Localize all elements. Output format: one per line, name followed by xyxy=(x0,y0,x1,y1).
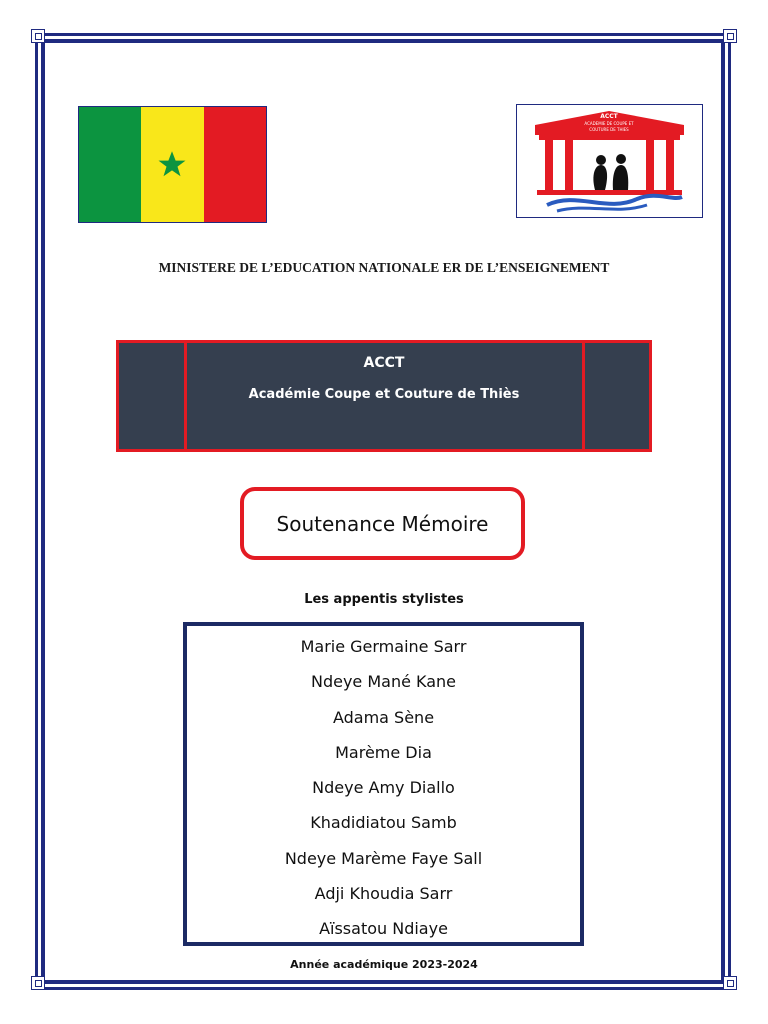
acct-title: ACCT xyxy=(363,355,405,371)
acct-header-block xyxy=(116,340,652,452)
list-item: Aïssatou Ndiaye xyxy=(319,919,448,939)
logo-title: ACCT xyxy=(600,113,618,120)
academy-logo-icon xyxy=(516,104,703,218)
apprentices-label: Les appentis stylistes xyxy=(304,592,464,607)
ministry-heading: MINISTERE DE L’EDUCATION NATIONALE ER DE L’ENSEIGNEMENT xyxy=(158,260,610,275)
list-item: Ndeye Mané Kane xyxy=(310,672,457,692)
star-icon xyxy=(157,149,187,179)
list-item: Marème Dia xyxy=(335,742,432,762)
soutenance-title-box xyxy=(240,487,525,560)
logo-line-2: COUTURE DE THIES xyxy=(589,127,629,132)
list-item: Khadidiatou Samb xyxy=(310,813,457,833)
flag-band-green xyxy=(79,107,141,222)
apprentices-list xyxy=(187,634,580,952)
acct-subtitle: Académie Coupe et Couture de Thiès xyxy=(248,387,520,402)
list-item: Ndeye Amy Diallo xyxy=(312,778,455,798)
corner-ornament-icon xyxy=(723,976,737,990)
soutenance-title: Soutenance Mémoire xyxy=(276,511,489,536)
list-item: Ndeye Marème Faye Sall xyxy=(284,848,483,868)
flag-band-yellow xyxy=(141,107,203,222)
senegal-flag-icon xyxy=(78,106,267,223)
apprentices-box xyxy=(183,622,584,946)
list-item: Adama Sène xyxy=(332,707,435,727)
logo-line-1: ACADEMIE DE COUPE ET xyxy=(584,121,634,126)
academic-year: Année académique 2023-2024 xyxy=(290,958,478,971)
list-item: Marie Germaine Sarr xyxy=(300,637,467,656)
corner-ornament-icon xyxy=(723,29,737,43)
list-item: Adji Khoudia Sarr xyxy=(314,884,453,904)
corner-ornament-icon xyxy=(31,29,45,43)
flag-band-red xyxy=(204,107,266,222)
corner-ornament-icon xyxy=(31,976,45,990)
